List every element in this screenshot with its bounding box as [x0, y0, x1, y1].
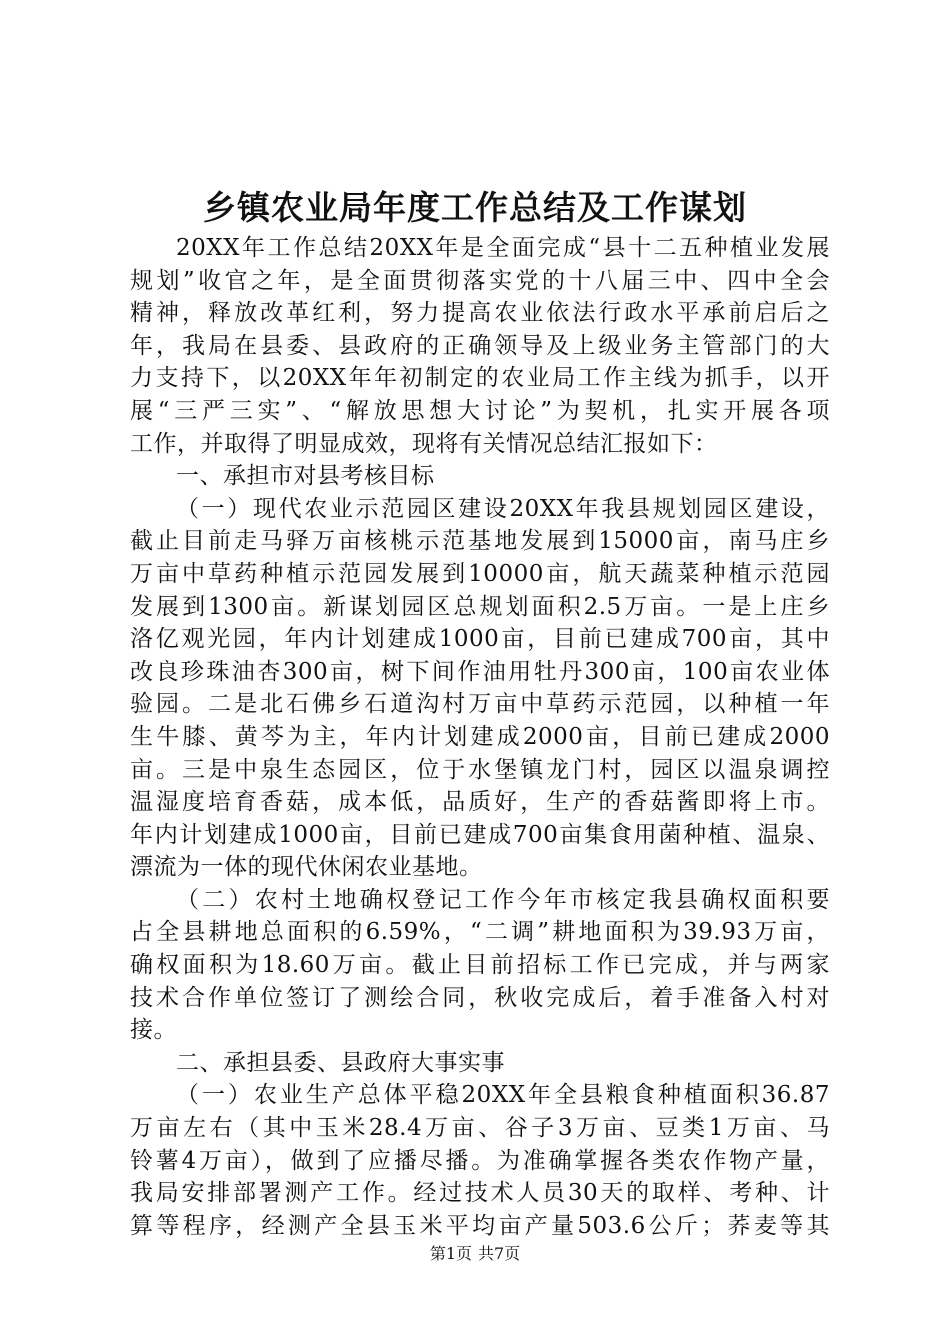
- text-line: 精神，释放改革红利，努力提高农业依法行政水平承前启后之: [130, 300, 830, 327]
- text-line: 万亩中草药种植示范园发展到10000亩，航天蔬菜种植示范园: [130, 560, 830, 587]
- text-line: 验园。二是北石佛乡石道沟村万亩中草药示范园，以种植一年: [130, 691, 830, 718]
- text-line: 工作，并取得了明显成效，现将有关情况总结汇报如下：: [130, 430, 718, 457]
- text-line: 亩。三是中泉生态园区，位于水堡镇龙门村，园区以温泉调控: [130, 756, 830, 783]
- text-line: 我局安排部署测产工作。经过技术人员30天的取样、考种、计: [130, 1180, 830, 1207]
- section-heading: 二、承担县委、县政府大事实事: [176, 1049, 505, 1076]
- text-line: 温湿度培育香菇，成本低，品质好，生产的香菇酱即将上市。: [130, 789, 830, 816]
- page-number: 第1页: [429, 1244, 472, 1263]
- text-line: 漂流为一体的现代休闲农业基地。: [130, 854, 483, 881]
- section-heading: 一、承担市对县考核目标: [176, 463, 435, 490]
- text-line: 生牛膝、黄芩为主，年内计划建成2000亩，目前已建成2000: [130, 723, 830, 750]
- text-line: 算等程序，经测产全县玉米平均亩产量503.6公斤；荞麦等其: [130, 1212, 830, 1239]
- text-line: 截止目前走马驿万亩核桃示范基地发展到15000亩，南马庄乡: [130, 528, 830, 555]
- text-line: 占全县耕地总面积的6.59%，“二调”耕地面积为39.93万亩，: [130, 919, 830, 946]
- document-body: [130, 232, 830, 1242]
- text-line: （二）农村土地确权登记工作今年市核定我县确权面积要: [176, 886, 830, 913]
- text-line: 接。: [130, 1017, 177, 1044]
- text-line: 年，我局在县委、县政府的正确领导及上级业务主管部门的大: [130, 332, 830, 359]
- page-total: 共7页: [478, 1244, 521, 1263]
- text-line: 确权面积为18.60万亩。截止目前招标工作已完成，并与两家: [130, 952, 830, 979]
- text-line: 20XX年工作总结20XX年是全面完成“县十二五种植业发展: [176, 235, 830, 261]
- page-footer: [0, 1242, 950, 1266]
- text-line: 铃薯4万亩），做到了应播尽播。为准确掌握各类农作物产量，: [130, 1147, 830, 1174]
- text-line: 技术合作单位签订了测绘合同，秋收完成后，着手准备入村对: [130, 984, 830, 1011]
- text-line: 洛亿观光园，年内计划建成1000亩，目前已建成700亩，其中: [130, 626, 830, 653]
- document-title: 乡镇农业局年度工作总结及工作谋划: [203, 188, 747, 227]
- text-line: 规划”收官之年，是全面贯彻落实党的十八届三中、四中全会: [130, 267, 830, 294]
- text-line: 改良珍珠油杏300亩，树下间作油用牡丹300亩，100亩农业体: [130, 658, 830, 685]
- text-line: （一）农业生产总体平稳20XX年全县粮食种植面积36.87: [176, 1082, 830, 1109]
- text-line: 年内计划建成1000亩，目前已建成700亩集食用菌种植、温泉、: [130, 821, 830, 848]
- text-line: 力支持下，以20XX年年初制定的农业局工作主线为抓手，以开: [130, 365, 830, 392]
- text-line: 万亩左右（其中玉米28.4万亩、谷子3万亩、豆类1万亩、马: [130, 1115, 830, 1142]
- text-line: （一）现代农业示范园区建设20XX年我县规划园区建设，: [176, 495, 830, 522]
- text-line: 展“三严三实”、“解放思想大讨论”为契机，扎实开展各项: [130, 397, 830, 424]
- text-line: 发展到1300亩。新谋划园区总规划面积2.5万亩。一是上庄乡: [130, 593, 830, 620]
